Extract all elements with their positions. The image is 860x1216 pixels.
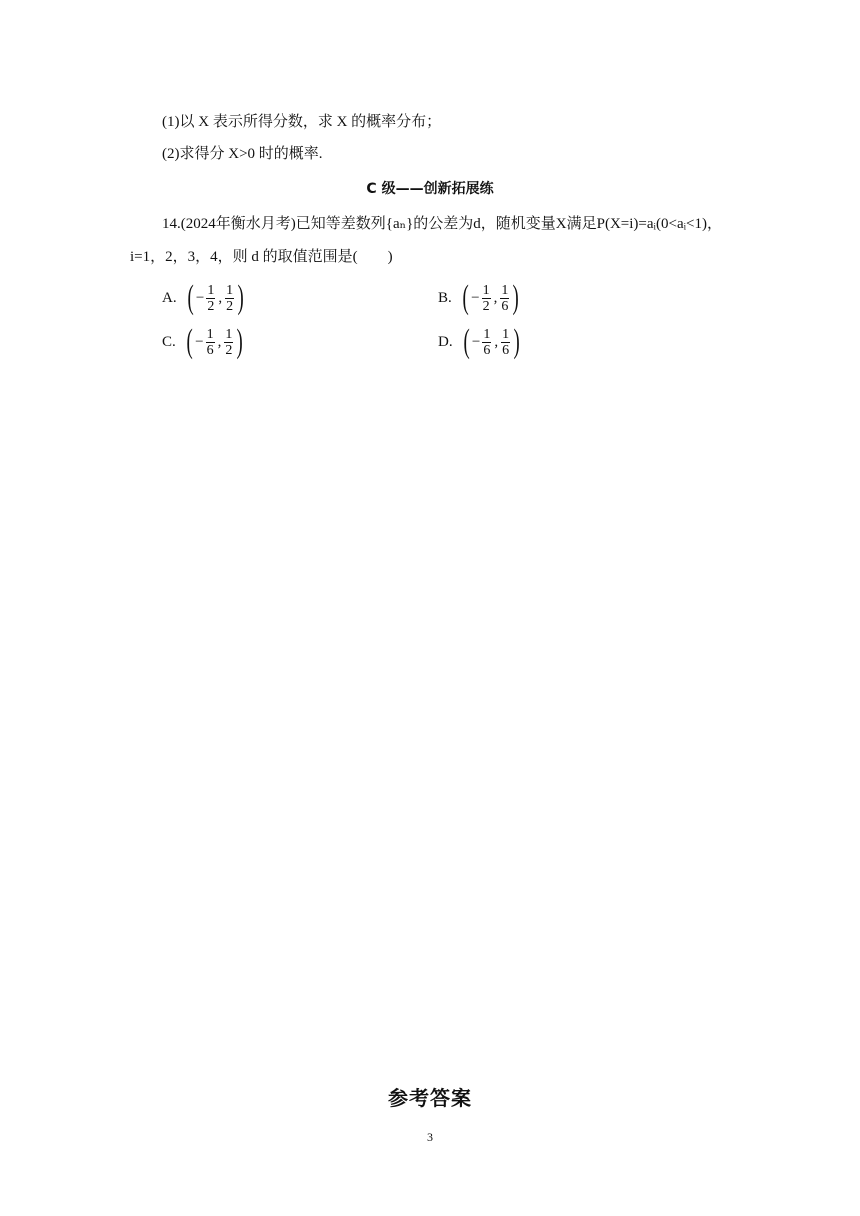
question-14-line-1: 14.(2024年衡水月考)已知等差数列{aₙ}的公差为d，随机变量X满足P(X=i)=aᵢ(0<aᵢ<1)， <box>162 216 723 232</box>
right-paren: ) <box>513 323 520 360</box>
question-part-2: (2)求得分 X>0 时的概率. <box>162 146 323 162</box>
numerator: 1 <box>501 282 509 298</box>
numerator: 1 <box>225 326 233 342</box>
question-part-1: (1)以 X 表示所得分数，求 X 的概率分布； <box>162 114 442 130</box>
numerator: 1 <box>483 326 491 342</box>
numerator: 1 <box>482 282 490 298</box>
fraction-upper <box>501 327 510 358</box>
comma: , <box>493 289 498 306</box>
option-b <box>438 276 522 320</box>
comma: , <box>494 333 499 350</box>
option-label: A. <box>162 289 177 306</box>
comma: , <box>218 289 223 306</box>
right-paren: ) <box>237 279 244 316</box>
fraction-lower <box>206 327 215 358</box>
denominator: 2 <box>226 298 234 314</box>
option-c <box>162 320 246 364</box>
minus-sign: − <box>195 333 204 350</box>
denominator: 6 <box>502 342 510 358</box>
denominator: 2 <box>482 298 490 314</box>
option-label: D. <box>438 333 453 350</box>
left-paren: ( <box>186 323 193 360</box>
fraction-lower <box>482 327 491 358</box>
minus-sign: − <box>471 333 481 350</box>
answer-title: 参考答案 <box>388 1086 472 1110</box>
option-label: B. <box>438 289 452 306</box>
fraction-lower <box>206 283 215 314</box>
denominator: 6 <box>483 342 491 358</box>
denominator: 6 <box>501 298 509 314</box>
fraction-upper <box>224 327 233 358</box>
section-heading: C 级——创新拓展练 <box>366 181 494 197</box>
fraction-lower <box>482 283 491 314</box>
numerator: 1 <box>226 282 234 298</box>
numerator: 1 <box>502 326 510 342</box>
right-paren: ) <box>512 279 520 316</box>
fraction-upper <box>225 283 234 314</box>
minus-sign: − <box>195 289 205 306</box>
denominator: 2 <box>207 298 215 314</box>
left-paren: ( <box>187 279 194 316</box>
minus-sign: − <box>471 289 480 306</box>
option-a <box>162 276 246 320</box>
numerator: 1 <box>206 326 214 342</box>
left-paren: ( <box>462 279 469 316</box>
page-number: 3 <box>427 1130 433 1144</box>
left-paren: ( <box>463 323 470 360</box>
option-d <box>438 320 522 364</box>
question-14-line-2: i=1，2，3，4，则 d 的取值范围是( ) <box>130 249 393 265</box>
right-paren: ) <box>236 323 244 360</box>
fraction-upper <box>500 283 509 314</box>
numerator: 1 <box>207 282 215 298</box>
denominator: 6 <box>206 342 214 358</box>
comma: , <box>217 333 222 350</box>
option-label: C. <box>162 333 176 350</box>
denominator: 2 <box>225 342 233 358</box>
